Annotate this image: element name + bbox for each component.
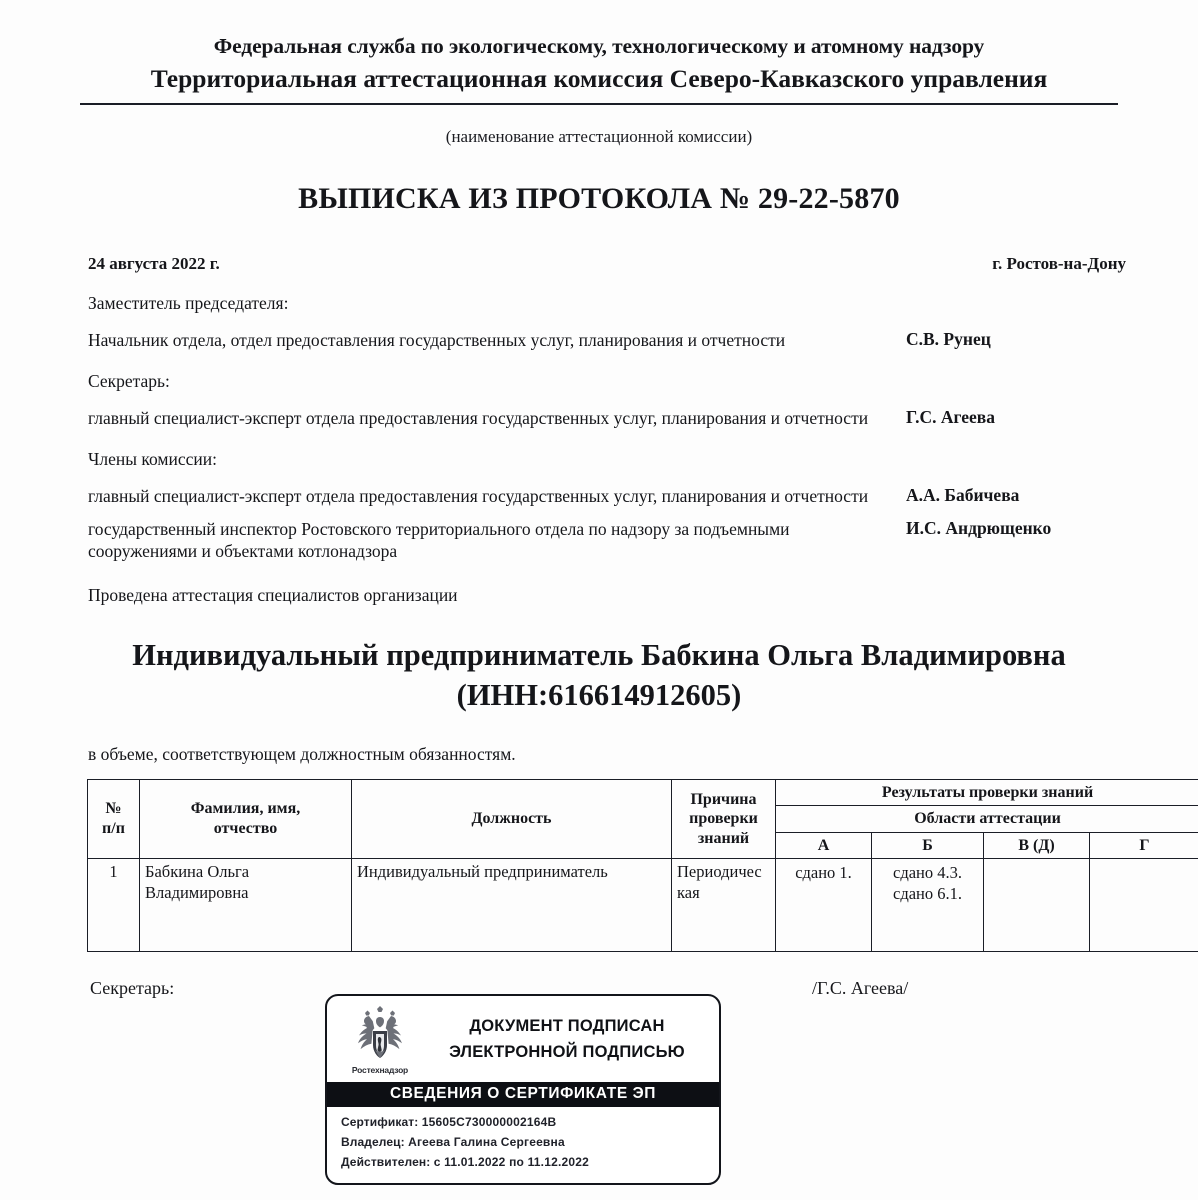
stamp-headline-line2: ЭЛЕКТРОННОЙ ПОДПИСЬЮ [449, 1043, 685, 1061]
commission-member-position: главный специалист-эксперт отдела предоставления государственных услуг, планирования и отчетности [88, 485, 869, 506]
cell-reason: Периодичес кая [672, 859, 776, 952]
entity-scope: в объеме, соответствующем должностным обязанностям. [88, 743, 516, 764]
document-city: г. Ростов-на-Дону [992, 254, 1126, 274]
header-reason-line2: проверки [689, 810, 758, 828]
owner-label: Владелец: [341, 1135, 405, 1149]
electronic-signature-stamp [325, 994, 721, 1185]
page-title: ВЫПИСКА ИЗ ПРОТОКОЛА № 29-22-5870 [298, 182, 900, 216]
cell-area-vd [984, 859, 1090, 952]
cell-area-g [1090, 859, 1198, 952]
commission-section [88, 293, 1126, 606]
date-city-row [88, 254, 1126, 274]
results-table [87, 779, 1198, 953]
secretary-label: Секретарь: [88, 371, 170, 392]
certificate-line [341, 1116, 719, 1128]
cell-number: 1 [88, 859, 140, 952]
header-number-line1: № [105, 800, 122, 818]
validity-value: с 11.01.2022 по 11.12.2022 [433, 1155, 589, 1169]
deputy-chair-row [88, 329, 1126, 352]
validity-line [341, 1156, 719, 1168]
document-header [0, 0, 1198, 147]
header-divider [80, 103, 1118, 105]
header-number-line2: п/п [102, 819, 125, 837]
deputy-chair-name: С.В. Рунец [906, 329, 991, 350]
header-position: Должность [352, 779, 672, 859]
footer-secretary-label: Секретарь: [90, 978, 175, 999]
secretary-position: главный специалист-эксперт отдела предоставления государственных услуг, планирования и отчетности [88, 408, 869, 429]
results-table-wrapper [87, 779, 1165, 953]
commission-member-row [88, 518, 1126, 564]
header-results-group: Результаты проверки знаний [776, 779, 1198, 806]
secretary-row [88, 407, 1126, 430]
organization-name-line1: Федеральная служба по экологическому, технологическому и атомному надзору [213, 34, 985, 58]
cell-area-a: сдано 1. [776, 859, 872, 952]
header-area-a: А [776, 832, 872, 859]
commission-member-name: И.С. Андрющенко [906, 517, 1052, 538]
attestation-statement: Проведена аттестация специалистов организации [88, 585, 458, 606]
commission-member-name: А.А. Бабичева [906, 484, 1020, 505]
cell-fullname: Бабкина Ольга Владимировна [140, 859, 352, 952]
organization-name-line2: Территориальная аттестационная комиссия Северо-Кавказского управления [150, 64, 1048, 94]
document-date: 24 августа 2022 г. [88, 254, 220, 274]
certificate-value: 15605C730000002164B [421, 1115, 557, 1129]
deputy-chair-label: Заместитель председателя: [88, 293, 289, 314]
header-fullname-line1: Фамилия, имя, [190, 800, 301, 818]
cell-position: Индивидуальный предприниматель [352, 859, 672, 952]
stamp-headline-line1: ДОКУМЕНТ ПОДПИСАН [469, 1017, 665, 1036]
members-label: Члены комиссии: [88, 448, 217, 469]
header-caption: (наименование аттестационной комиссии) [445, 127, 753, 147]
stamp-certificate-details [327, 1107, 719, 1183]
header-number [88, 779, 140, 859]
table-header-row-1 [88, 779, 1198, 806]
emblem-label: Ростехнадзор [351, 1064, 409, 1075]
entity-name: Индивидуальный предприниматель Бабкина Ольга Владимировна (ИНН:616614912605) [132, 638, 1066, 712]
stamp-headline [423, 1014, 711, 1065]
owner-line [341, 1136, 719, 1148]
secretary-name: Г.С. Агеева [906, 407, 996, 428]
deputy-chair-position: Начальник отдела, отдел предоставления государственных услуг, планирования и отчетности [88, 330, 786, 351]
commission-member-position: государственный инспектор Ростовского территориального отдела по надзору за подъемными сооружениями и объектами котлонадзора [88, 518, 790, 562]
validity-label: Действителен: [341, 1155, 431, 1169]
header-fullname [140, 779, 352, 859]
commission-member-row [88, 485, 1126, 508]
header-reason-line1: Причина [690, 790, 757, 808]
header-areas-group: Области аттестации [776, 806, 1198, 833]
table-row [88, 859, 1198, 952]
cell-area-b: сдано 4.3. сдано 6.1. [872, 859, 984, 952]
rostechnadzor-emblem [337, 1006, 423, 1075]
header-area-g: Г [1090, 832, 1198, 859]
header-reason [672, 779, 776, 859]
footer-signer-name: /Г.С. Агеева/ [812, 978, 909, 999]
owner-value: Агеева Галина Сергеевна [408, 1135, 565, 1149]
header-reason-line3: знаний [697, 829, 750, 847]
header-area-vd: В (Д) [984, 832, 1090, 859]
double-headed-eagle-icon [349, 1006, 411, 1064]
certificate-label: Сертификат: [341, 1115, 419, 1129]
header-area-b: Б [872, 832, 984, 859]
stamp-certificate-bar: СВЕДЕНИЯ О СЕРТИФИКАТЕ ЭП [327, 1082, 719, 1107]
header-fullname-line2: отчество [213, 819, 278, 837]
stamp-top-section [327, 996, 719, 1082]
